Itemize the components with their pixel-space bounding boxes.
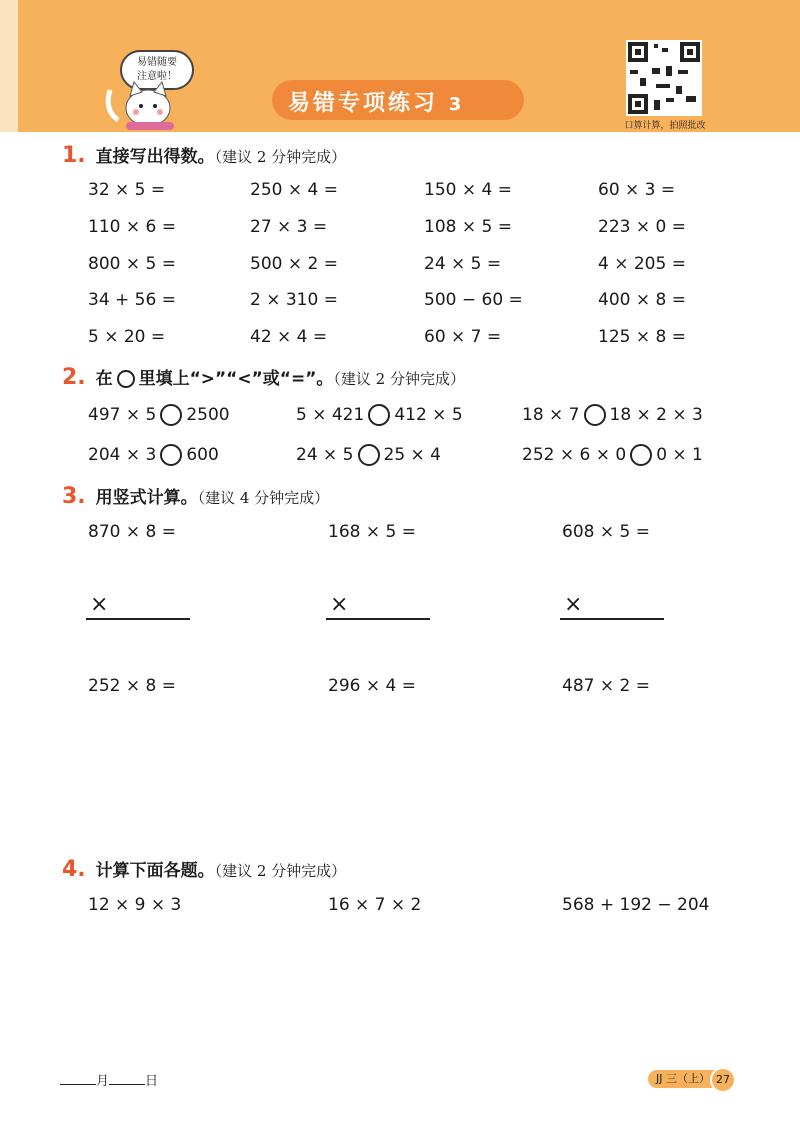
s1-problem: 125 × 8 = [598,327,686,347]
s2-compare-item [522,444,703,466]
page-number: 27 [710,1067,736,1093]
s2-compare-item [296,404,463,426]
page-title [288,86,464,117]
s3-problem: 168 × 5 = [328,522,416,542]
s2-compare-item [88,444,219,466]
s1-problem: 400 × 8 = [598,290,686,310]
s2-left-expr: 18 × 7 [522,405,580,425]
section-4-note: （建议 2 分钟完成） [214,862,347,880]
section-4-title [62,856,346,882]
s2-right-expr: 2500 [186,405,230,425]
section-4-title-text: 计算下面各题。 [95,861,215,881]
s2-left-expr: 252 × 6 × 0 [522,445,627,465]
month-label: 月 [96,1074,110,1089]
s2-left-expr: 24 × 5 [296,445,354,465]
section-4-number: 4. [62,857,86,882]
s3-problem: 296 × 4 = [328,676,416,696]
s2-compare-item [88,404,230,426]
s1-problem: 34 + 56 = [88,290,176,310]
header-stripe [0,0,18,132]
answer-circle-icon[interactable] [630,444,652,466]
s2-right-expr: 0 × 1 [656,445,703,465]
s2-compare-item [296,444,441,466]
page-title-text: 易错专项练习 [288,91,439,116]
s1-problem: 500 − 60 = [424,290,523,310]
s3-problem: 608 × 5 = [562,522,650,542]
s1-problem: 24 × 5 = [424,254,502,274]
times-sign-icon: × [90,592,109,617]
page-title-number: 3 [448,94,465,115]
s1-problem: 42 × 4 = [250,327,328,347]
s1-problem: 150 × 4 = [424,180,512,200]
section-3-number: 3. [62,484,86,509]
qr-caption: 口算计算，拍照批改 [624,121,706,131]
s1-problem: 800 × 5 = [88,254,176,274]
s1-problem: 250 × 4 = [250,180,338,200]
s2-right-expr: 18 × 2 × 3 [609,405,703,425]
section-2-title-a: 在 [95,369,113,389]
section-2-title-b: 里填上“>”“<”或“=”。 [138,369,334,389]
s3-problem: 487 × 2 = [562,676,650,696]
section-3-title [62,483,329,509]
s2-compare-item [522,404,703,426]
s3-problem: 252 × 8 = [88,676,176,696]
answer-circle-icon[interactable] [584,404,606,426]
month-blank[interactable] [60,1084,96,1085]
times-sign-icon: × [564,592,583,617]
s1-problem: 110 × 6 = [88,217,176,237]
section-2-number: 2. [62,365,86,390]
qr-code-icon[interactable] [626,40,702,116]
s2-left-expr: 5 × 421 [296,405,365,425]
section-2-note: （建议 2 分钟完成） [333,370,465,388]
day-blank[interactable] [109,1084,145,1085]
cat-mascot-icon [100,70,180,132]
section-1-title-text: 直接写出得数。 [95,147,215,167]
s1-problem: 108 × 5 = [424,217,512,237]
answer-circle-icon[interactable] [160,444,182,466]
s2-left-expr: 497 × 5 [88,405,157,425]
section-1-number: 1. [62,143,86,168]
vertical-calc-line [560,618,664,620]
s1-problem: 32 × 5 = [88,180,166,200]
s1-problem: 223 × 0 = [598,217,686,237]
date-field[interactable] [60,1070,158,1089]
times-sign-icon: × [330,592,349,617]
s2-left-expr: 204 × 3 [88,445,157,465]
day-label: 日 [145,1074,159,1089]
s1-problem: 2 × 310 = [250,290,338,310]
s1-problem: 5 × 20 = [88,327,166,347]
s4-problem: 568 + 192 − 204 [562,895,710,915]
vertical-calc-line [326,618,430,620]
section-2-title [62,364,465,390]
s4-problem: 16 × 7 × 2 [328,895,422,915]
answer-circle-icon[interactable] [358,444,380,466]
vertical-calc-line [86,618,190,620]
s1-problem: 27 × 3 = [250,217,328,237]
s1-problem: 60 × 7 = [424,327,502,347]
answer-circle-icon[interactable] [368,404,390,426]
s4-problem: 12 × 9 × 3 [88,895,182,915]
s1-problem: 500 × 2 = [250,254,338,274]
section-3-title-text: 用竖式计算。 [95,488,198,508]
s1-problem: 4 × 205 = [598,254,686,274]
section-3-note: （建议 4 分钟完成） [197,489,330,507]
s2-right-expr: 25 × 4 [383,445,441,465]
section-1-title [62,142,346,168]
s3-problem: 870 × 8 = [88,522,176,542]
bubble-line-2: 注意啦！ [137,71,177,82]
s1-problem: 60 × 3 = [598,180,676,200]
section-1-note: （建议 2 分钟完成） [214,148,347,166]
answer-circle-icon[interactable] [160,404,182,426]
circle-icon [117,370,135,388]
s2-right-expr: 412 × 5 [394,405,463,425]
bubble-line-1: 易错随要 [137,57,177,68]
s2-right-expr: 600 [186,445,219,465]
grade-tag: JJ 三（上） [648,1070,736,1088]
